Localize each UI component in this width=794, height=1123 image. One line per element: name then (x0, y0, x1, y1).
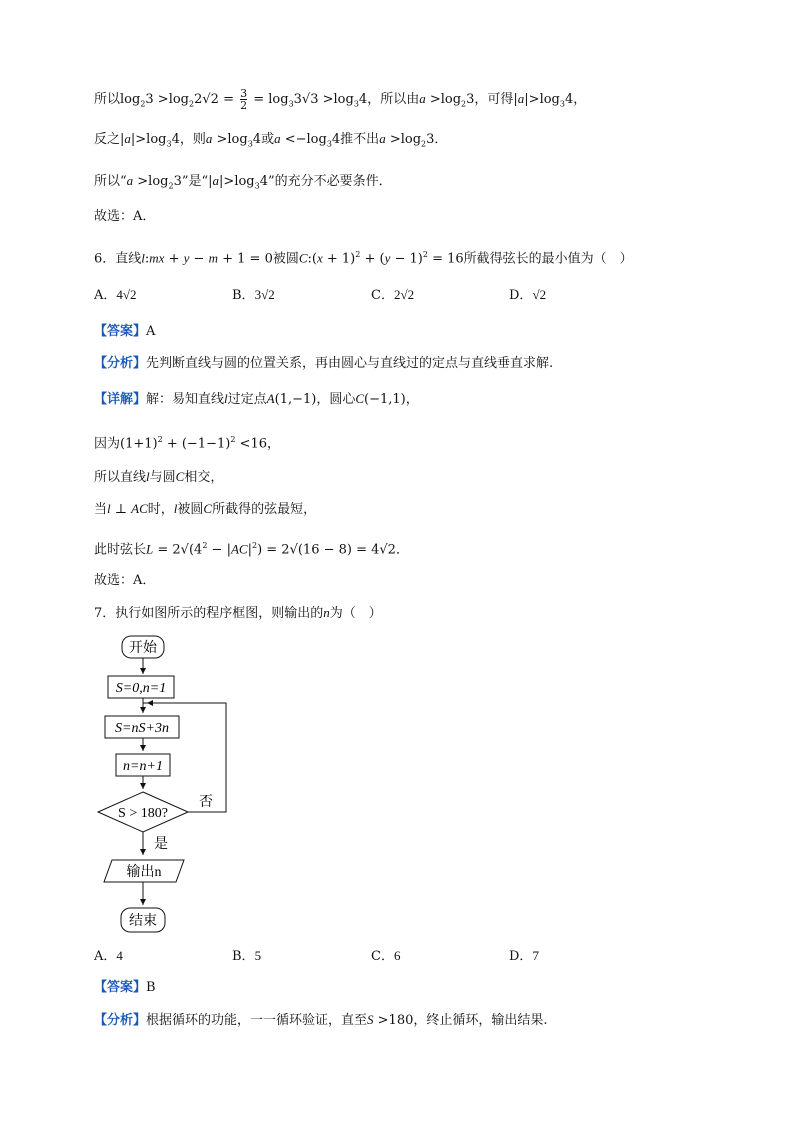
answer-tag: 【答案】 (94, 324, 147, 339)
update-label: S=nS+3n (115, 721, 169, 736)
condition-label: S > 180? (118, 806, 168, 821)
q6-option-b: B．3√2 (232, 287, 275, 303)
no-label: 否 (199, 795, 213, 810)
end-label: 结束 (129, 914, 157, 929)
yes-label: 是 (154, 837, 168, 852)
analysis-tag: 【分析】 (94, 356, 147, 371)
analysis-tag: 【分析】 (94, 1013, 147, 1028)
q6-step1: 因为$(1+1)^2 + (-1-1)^2 <16$， (94, 435, 280, 452)
detail-tag: 【详解】 (94, 392, 147, 407)
q7-analysis: 【分析】根据循环的功能，一一循环验证，直至S >180，终止循环，输出结果. (94, 1012, 548, 1028)
q7-option-d: D．7 (509, 948, 539, 964)
q7-answer: 【答案】B (94, 980, 156, 995)
output-label: 输出n (126, 865, 162, 880)
q7-stem: 7．执行如图所示的程序框图，则输出的n为（ ） (94, 605, 382, 621)
q6-option-c: C．2√2 (371, 287, 415, 303)
q7-option-b: B．5 (232, 948, 262, 964)
answer-tag: 【答案】 (94, 980, 147, 995)
q6-choice: 故选：A． (94, 573, 156, 588)
increment-label: n=n+1 (123, 759, 163, 774)
q6-option-a: A．4√2 (94, 287, 137, 303)
solution5-line3: 所以“$a >\log_23$”是“$|a|>\log_34$”的充分不必要条件． (94, 173, 392, 191)
q6-option-d: D．√2 (509, 287, 547, 303)
solution5-line1: 所以$\log_23 >\log_22√2 = 3$ 2 = $\log_33√3 >\log_34$，所以由$a >\log_23$，可得$|a|>\log_34$， (94, 87, 587, 112)
q6-step3: 当l ⊥ AC时，l被圆C所截得的弦最短， (94, 501, 317, 517)
init-label: S=0,n=1 (115, 681, 167, 696)
start-label: 开始 (129, 641, 157, 656)
loop-back-line (143, 703, 226, 812)
solution5-line2: 反之$|a|>\log_34$，则$a >\log_34$或$a <-\log_34$推不出$a >\log_23$． (94, 131, 448, 149)
flowchart (90, 630, 250, 940)
solution5-choice: 故选：A． (94, 209, 156, 224)
q7-option-a: A．4 (94, 948, 123, 964)
q7-option-c: C．6 (371, 948, 401, 964)
q6-stem: 6．直线l:mx + y − m + 1 = 0被圆C:(x + $1)^2 + (y - 1)^2 = 16$所截得弦长的最小值为（ ） (94, 250, 633, 267)
q6-analysis: 【分析】先判断直线与圆的位置关系，再由圆心与直线过的定点与直线垂直求解. (94, 356, 554, 371)
q6-detail: 【详解】解：易知直线l过定点A(1,−1)，圆心C(−1,1)， (94, 391, 419, 407)
q6-step2: 所以直线l与圆C相交， (94, 469, 224, 485)
q6-answer: 【答案】A (94, 324, 156, 339)
q6-step4: 此时弦长$L = 2√(4^2 - |AC|^2) = 2√(16 - 8) = 4√2$． (94, 541, 409, 558)
